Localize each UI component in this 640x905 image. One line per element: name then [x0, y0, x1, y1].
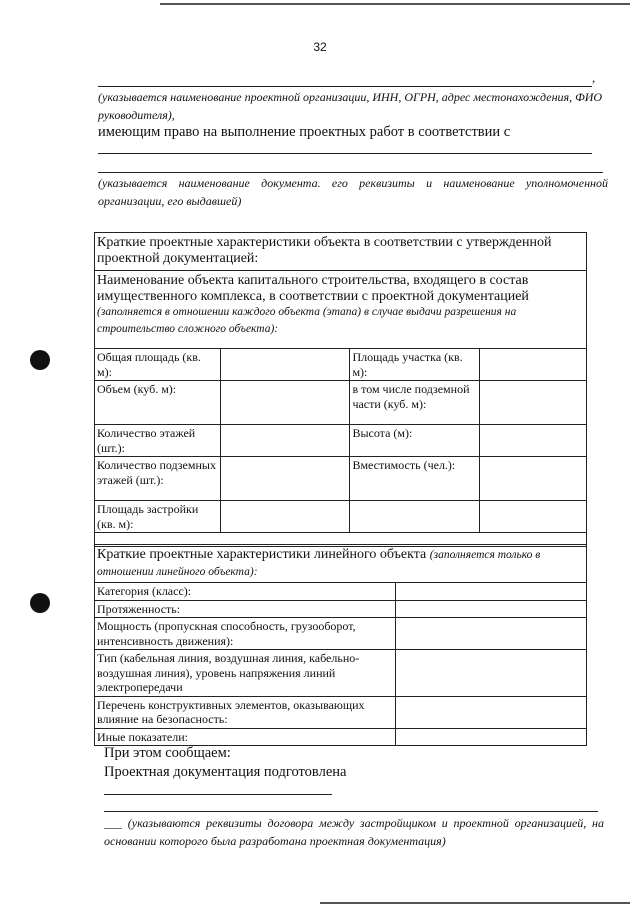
capacity-linear-label: Мощность (пропускная способность, грузооборот, интенсивность движения): — [95, 618, 396, 650]
linear-object-table — [94, 544, 587, 746]
object-name-label: Наименование объекта капитального строительства, входящего в состав имущественного комплекса, в соответствии с проектной документацией — [97, 273, 529, 304]
table-row — [95, 457, 587, 501]
building-area-label: Площадь застройки (кв. м): — [95, 501, 221, 533]
table-row — [95, 600, 587, 618]
right-basis-text: имеющим право на выполнение проектных работ в соответствии с — [98, 124, 511, 140]
table-row — [95, 501, 587, 533]
contract-blank-line — [104, 811, 598, 812]
linear-table-title: Краткие проектные характеристики линейного объекта — [97, 547, 427, 562]
table-row — [95, 650, 587, 697]
binder-hole-top — [30, 350, 50, 370]
total-area-label: Общая площадь (кв. м): — [95, 349, 221, 381]
underground-floors-value[interactable] — [220, 457, 350, 501]
doc-blank-line-1 — [98, 153, 592, 154]
height-value[interactable] — [480, 425, 587, 457]
binder-hole-bottom — [30, 593, 50, 613]
org-comma: , — [592, 70, 596, 85]
table-row — [95, 349, 587, 381]
structural-elements-label: Перечень конструктивных элементов, оказывающих влияние на безопасность: — [95, 696, 396, 728]
underground-volume-value[interactable] — [480, 381, 587, 425]
table-row — [95, 381, 587, 425]
other-indicators-value[interactable] — [396, 728, 587, 746]
contract-blank-prefix: ___ — [104, 816, 122, 830]
plot-area-label: Площадь участка (кв. м): — [350, 349, 480, 381]
underground-volume-label: в том числе подземной части (куб. м): — [350, 381, 480, 425]
prepared-by-blank-line — [104, 794, 332, 795]
building-area-value[interactable] — [220, 501, 350, 533]
object-name-row — [95, 271, 587, 349]
object-name-hint: (заполняется в отношении каждого объекта (этапа) в случае выдачи разрешения на строительство сложного объекта): — [97, 306, 517, 335]
doc-hint: (указывается наименование документа. его реквизиты и наименование уполномоченной организации, его выдавшей) — [98, 176, 608, 208]
table-row — [95, 728, 587, 746]
total-area-value[interactable] — [220, 349, 350, 381]
height-label: Высота (м): — [350, 425, 480, 457]
table-row — [95, 618, 587, 650]
notice-line: При этом сообщаем: — [104, 745, 231, 761]
object-table-title: Краткие проектные характеристики объекта в соответствии с утвержденной проектной документацией: — [95, 233, 587, 271]
underground-floors-label: Количество подземных этажей (шт.): — [95, 457, 221, 501]
line-type-value[interactable] — [396, 650, 587, 697]
capacity-label: Вместимость (чел.): — [350, 457, 480, 501]
bottom-scan-edge — [320, 902, 630, 904]
capacity-value[interactable] — [480, 457, 587, 501]
line-type-label: Тип (кабельная линия, воздушная линия, кабельно-воздушная линия), уровень напряжения линий электропередачи — [95, 650, 396, 697]
volume-value[interactable] — [220, 381, 350, 425]
floors-label: Количество этажей (шт.): — [95, 425, 221, 457]
category-value[interactable] — [396, 583, 587, 601]
empty-label-cell — [350, 501, 480, 533]
contract-hint — [104, 814, 604, 850]
linear-table-title-cell — [95, 545, 587, 583]
table-row — [95, 583, 587, 601]
org-blank-line — [98, 86, 592, 87]
empty-value-cell[interactable] — [480, 501, 587, 533]
documentation-prepared-line: Проектная документация подготовлена — [104, 764, 347, 780]
plot-area-value[interactable] — [480, 349, 587, 381]
structural-elements-value[interactable] — [396, 696, 587, 728]
floors-value[interactable] — [220, 425, 350, 457]
doc-blank-line-2 — [98, 172, 603, 173]
table-row — [95, 696, 587, 728]
object-characteristics-table — [94, 232, 587, 547]
top-scan-edge — [160, 3, 630, 5]
volume-label: Объем (куб. м): — [95, 381, 221, 425]
length-label: Протяженность: — [95, 600, 396, 618]
org-hint: (указывается наименование проектной организации, ИНН, ОГРН, адрес местонахождения, ФИО руководителя), — [98, 90, 603, 122]
other-indicators-label: Иные показатели: — [95, 728, 396, 746]
linear-table-hint: (заполняется только в отношении линейного объекта): — [97, 549, 541, 578]
table-row — [95, 425, 587, 457]
category-label: Категория (класс): — [95, 583, 396, 601]
contract-hint-text: (указываются реквизиты договора между застройщиком и проектной организацией, на основании которого была разработана проектная документация) — [104, 816, 605, 848]
page-number: 32 — [313, 40, 327, 54]
capacity-linear-value[interactable] — [396, 618, 587, 650]
length-value[interactable] — [396, 600, 587, 618]
